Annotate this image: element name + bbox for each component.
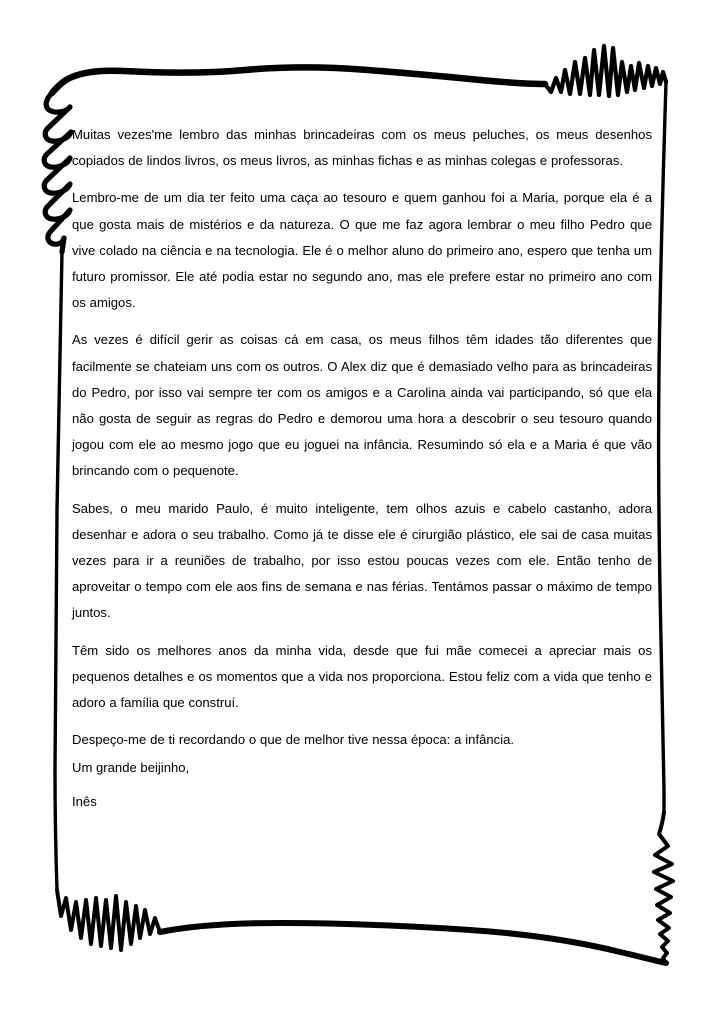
border-left-vertical [55,252,62,890]
signature-line: Inês [72,794,97,810]
border-right-vertical [659,82,666,812]
border-top-right-zigzag [545,46,666,96]
signoff-block [72,755,652,815]
paragraph-3: As vezes é difícil gerir as coisas cá em casa, os meus filhos têm idades tão diferentes que facilmente se chateiam uns com os outros. O Alex diz que é demasiado velho para as brincadeiras do Pedro, por isso vai sempre ter com os amigos e a Carolina ainda vai participando, só que ela não gosta de seguir as regras do Pedro e demorou uma hora a descobrir o seu tesouro quando jogou com ele ao mesmo jogo que eu joguei na infância. Resumindo só ela e a Maria é que vão brincando com o pequenote. [72,332,652,479]
closing-line: Um grande beijinho, [72,760,190,775]
border-top-left-zigzag [44,93,71,252]
border-top-wavy [52,67,545,93]
paragraph-2: Lembro-me de um dia ter feito uma caça ao tesouro e quem ganhou foi a Maria, porque ela é a que gosta mais de mistérios e da natureza. O que me faz agora lembrar o meu filho Pedro que vive colado na ciência e na tecnologia. Ele é o melhor aluno do primeiro ano, espero que tenha um futuro promissor. Ele até podia estar no segundo ano, mas ele prefere estar no primeiro ano com os amigos. [72,190,652,311]
border-bottom-right-zigzag [654,812,673,963]
paragraph-1: Muitas vezes'me lembro das minhas brincadeiras com os meus peluches, os meus desenhos copiados de lindos livros, os meus livros, as minhas fichas e as minhas colegas e professoras. [72,127,652,169]
paragraph-4: Sabes, o meu marido Paulo, é muito inteligente, tem olhos azuis e cabelo castanho, adora desenhar e adora o seu trabalho. Como já te disse ele é cirurgião plástico, ele sai de casa muitas vezes para ir a reuniões de trabalho, por isso estou poucas vezes com ele. Então tenho de aproveitar o tempo com ele aos fins de semana e nas férias. Tentámos passar o máximo de tempo juntos. [72,500,652,621]
paragraph-6: Despeço-me de ti recordando o que de melhor tive nessa época: a infância. [72,732,515,748]
border-bottom-wavy [160,923,666,963]
paragraph-5: Têm sido os melhores anos da minha vida, desde que fui mãe comecei a apreciar mais os pequenos detalhes e os momentos que a vida nos proporciona. Estou feliz com a vida que tenho e adoro a família que construí. [72,642,652,711]
border-bottom-left-zigzag [57,890,160,950]
letter-body [72,122,652,753]
